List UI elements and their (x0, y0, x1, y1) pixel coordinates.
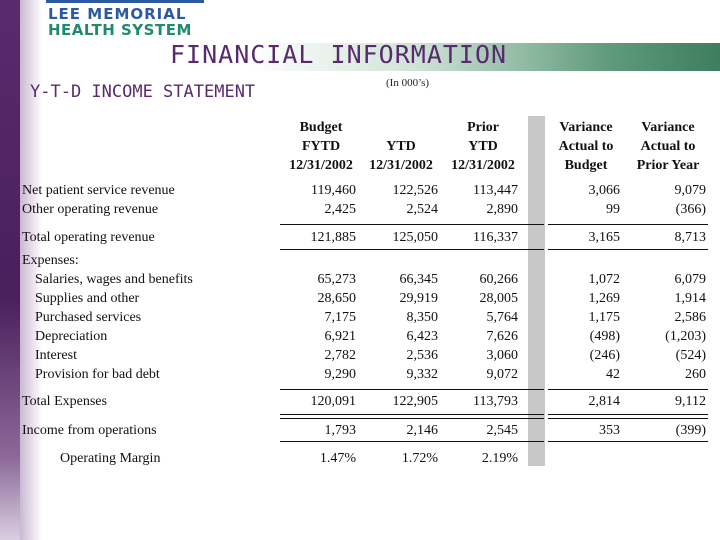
row-label: Income from operations (22, 423, 157, 438)
logo-line-2: HEALTH SYSTEM (48, 21, 192, 39)
cell-value: 122,526 (392, 183, 438, 198)
cell-value: 60,266 (479, 272, 518, 287)
cell-value: 2,586 (674, 310, 706, 325)
row-label: Total operating revenue (22, 230, 155, 245)
row-label: Operating Margin (60, 451, 161, 466)
cell-value: 3,060 (486, 348, 518, 363)
cell-value: 2,146 (406, 423, 438, 438)
cell-value: 2,545 (486, 423, 518, 438)
row-label: Purchased services (35, 310, 142, 325)
cell-value: 2,782 (324, 348, 356, 363)
column-header-prior-ytd: Prior YTD 12/31/2002 (451, 120, 515, 173)
cell-value: (246) (589, 348, 620, 363)
cell-value: 6,921 (324, 329, 356, 344)
cell-value: (498) (589, 329, 620, 344)
cell-value: 1.47% (319, 451, 356, 466)
cell-value: 2,814 (588, 394, 620, 409)
cell-value: 1,269 (588, 291, 620, 306)
row-label: Other operating revenue (22, 202, 159, 217)
cell-value: 113,447 (473, 183, 518, 198)
cell-value: 353 (599, 423, 620, 438)
rule-line (280, 418, 544, 419)
cell-value: 120,091 (310, 394, 356, 409)
cell-value: 260 (685, 367, 706, 382)
rule-line (280, 441, 544, 442)
column-header-variance-budget: Variance Actual to Budget (558, 120, 614, 173)
cell-value: 8,350 (406, 310, 438, 325)
cell-value: 1,793 (324, 423, 356, 438)
column-header-variance-prior: Variance Actual to Prior Year (636, 120, 700, 173)
row-label: Supplies and other (35, 291, 140, 306)
cell-value: 2.19% (481, 451, 518, 466)
cell-value: 119,460 (311, 183, 356, 198)
cell-value: (366) (675, 202, 706, 217)
cell-value: 1,914 (674, 291, 706, 306)
cell-value: 9,332 (406, 367, 438, 382)
cell-value: 8,713 (674, 230, 706, 245)
cell-value: 1,175 (588, 310, 620, 325)
cell-value: (399) (675, 423, 706, 438)
rule-line (548, 441, 708, 442)
row-label: Net patient service revenue (22, 183, 175, 198)
cell-value: 3,165 (588, 230, 620, 245)
cell-value: (524) (675, 348, 706, 363)
cell-value: 2,536 (406, 348, 438, 363)
cell-value: 2,524 (406, 202, 438, 217)
cell-value: 122,905 (392, 394, 438, 409)
rule-line (548, 389, 708, 390)
rule-line (280, 249, 544, 250)
cell-value: 65,273 (317, 272, 356, 287)
left-accent-fade (20, 0, 42, 540)
column-header-ytd: YTD 12/31/2002 (369, 139, 433, 173)
rule-line (280, 389, 544, 390)
statement-subtitle: Y-T-D INCOME STATEMENT (30, 82, 256, 102)
cell-value: 6,079 (674, 272, 706, 287)
cell-value: 28,650 (317, 291, 356, 306)
cell-value: 2,425 (324, 202, 356, 217)
rule-line (548, 414, 708, 415)
page-title: FINANCIAL INFORMATION (170, 40, 508, 69)
cell-value: 5,764 (486, 310, 518, 325)
rule-line (280, 414, 544, 415)
cell-value: 1,072 (588, 272, 620, 287)
cell-value: 7,626 (486, 329, 518, 344)
cell-value: 1.72% (401, 451, 438, 466)
cell-value: 6,423 (406, 329, 438, 344)
cell-value: 121,885 (310, 230, 356, 245)
cell-value: 9,072 (486, 367, 518, 382)
cell-value: (1,203) (665, 329, 706, 344)
left-accent-bar (0, 0, 20, 540)
row-label: Total Expenses (22, 394, 107, 409)
rule-line (548, 224, 708, 225)
cell-value: 113,793 (473, 394, 518, 409)
rule-line (280, 224, 544, 225)
rule-line (548, 249, 708, 250)
cell-value: 9,290 (324, 367, 356, 382)
row-label: Salaries, wages and benefits (35, 272, 193, 287)
cell-value: 116,337 (473, 230, 518, 245)
cell-value: 9,079 (674, 183, 706, 198)
logo-line-1: LEE MEMORIAL (48, 5, 187, 23)
row-label: Provision for bad debt (35, 367, 160, 382)
cell-value: 3,066 (588, 183, 620, 198)
cell-value: 42 (606, 367, 620, 382)
section-label: Expenses: (22, 253, 79, 268)
row-label: Interest (35, 348, 77, 363)
cell-value: 9,112 (675, 394, 706, 409)
cell-value: 99 (606, 202, 620, 217)
cell-value: 28,005 (479, 291, 518, 306)
cell-value: 66,345 (399, 272, 438, 287)
units-note: (In 000’s) (386, 77, 430, 89)
cell-value: 29,919 (399, 291, 438, 306)
cell-value: 2,890 (486, 202, 518, 217)
cell-value: 7,175 (324, 310, 356, 325)
column-header-budget: Budget FYTD 12/31/2002 (289, 120, 353, 173)
cell-value: 125,050 (392, 230, 438, 245)
row-label: Depreciation (35, 329, 108, 344)
rule-line (548, 418, 708, 419)
logo-rule (46, 0, 204, 3)
